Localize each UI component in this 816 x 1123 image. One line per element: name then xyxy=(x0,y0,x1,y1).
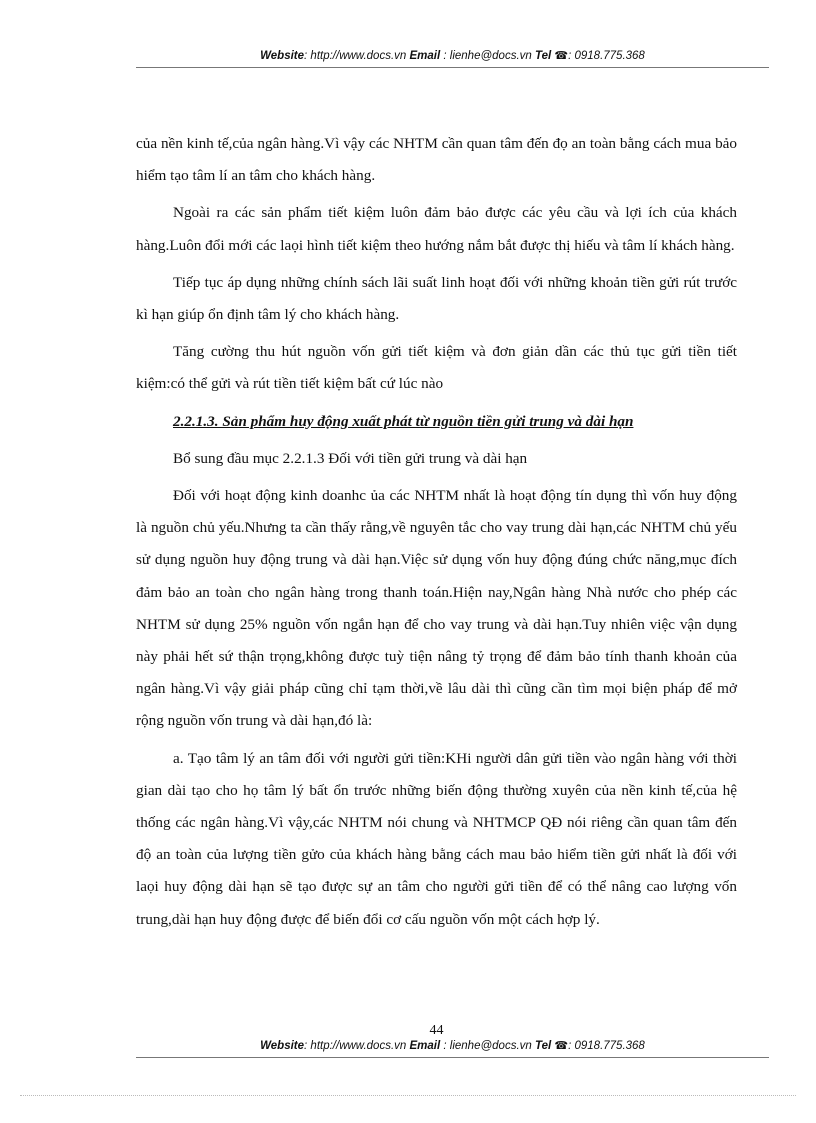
paragraph: Bổ sung đầu mục 2.2.1.3 Đối với tiền gửi trung và dài hạn xyxy=(173,449,528,467)
tel-number: : 0918.775.368 xyxy=(568,50,645,62)
website-label: Website xyxy=(260,1040,305,1052)
page-edge-divider xyxy=(20,1095,796,1096)
email-label: Email xyxy=(409,50,441,62)
website-url[interactable]: : http://www.docs.vn xyxy=(304,1040,407,1052)
paragraph: Tiếp tục áp dụng những chính sách lãi suất linh hoạt đối với những khoản tiền gửi rút trước kì hạn giúp ổn định tâm lý cho khách hàng. xyxy=(136,273,737,324)
paragraph: Đối với hoạt động kinh doanhc ủa các NHTM nhất là hoạt động tín dụng thì vốn huy động là nguồn chủ yếu.Nhưng ta cần thấy rằng,về nguyên tắc cho vay trung dài hạn,các NHTM chủ yếu sử dụng nguồn huy động trung và dài hạn.Việc sử dụng vốn huy động đúng chức năng,mục đích đảm bảo an toàn cho ngân hàng trong thanh toán.Hiện nay,Ngân hàng Nhà nước cho phép các NHTM sử dụng 25% nguồn vốn ngắn hạn để cho vay trung và dài hạn.Tuy nhiên việc vận dụng này phải hết sứ thận trọng,không được tuỳ tiện nâng tỷ trọng để đảm bảo tính thanh khoản của ngân hàng.Vì vậy giải pháp cũng chỉ tạm thời,về lâu dài thì cũng cần tìm mọi biện pháp để mở rộng nguồn vốn trung và dài hạn,đó là: xyxy=(136,487,737,730)
paragraph: của nền kinh tế,của ngân hàng.Vì vậy các NHTM cần quan tâm đến đọ an toàn bằng cách mua bảo hiểm tạo tâm lí an tâm cho khách hàng. xyxy=(136,135,737,185)
email-address[interactable]: : lienhe@docs.vn xyxy=(443,1040,532,1052)
paragraph: a. Tạo tâm lý an tâm đối với người gửi tiền:KHi người dân gửi tiền vào ngân hàng với thời gian dài tạo cho họ tâm lý bất ổn trước những biến động thường xuyên của nền kinh tế,của hệ thống các ngân hàng.Vì vậy,các NHTM nói chung và NHTMCP QĐ nói riêng cần quan tâm đến độ an toàn của lượng tiền gửo của khách hàng bằng cách mau bảo hiểm tiền gửi nhất là đối với laọi huy động dài hạn sẽ tạo được sự an tâm cho người gửi tiền để có thể nâng cao lượng vốn trung,dài hạn huy động được để biến đổi cơ cấu nguồn vốn một cách hợp lý. xyxy=(136,749,737,928)
page-header xyxy=(136,49,769,62)
document-body xyxy=(136,128,737,941)
tel-label: Tel xyxy=(534,1040,552,1052)
footer-rule xyxy=(136,1057,769,1058)
email-label: Email xyxy=(409,1040,441,1052)
page-number: 44 xyxy=(429,1023,444,1038)
page-footer xyxy=(136,1039,769,1052)
tel-label: Tel xyxy=(534,50,552,62)
header-rule xyxy=(136,67,769,68)
phone-icon: ☎ xyxy=(554,1040,569,1052)
paragraph: Ngoài ra các sản phẩm tiết kiệm luôn đảm bảo được các yêu cầu và lợi ích của khách hàng.Luôn đổi mới các laọi hình tiết kiệm theo hướng nắm bắt được thị hiếu và tâm lí khách hàng. xyxy=(136,204,737,254)
email-address[interactable]: : lienhe@docs.vn xyxy=(443,50,532,62)
paragraph: Tăng cường thu hút nguồn vốn gửi tiết kiệm và đơn giản dần các thủ tục gửi tiền tiết kiệm:có thể gửi và rút tiền tiết kiệm bất cứ lúc nào xyxy=(136,343,737,393)
phone-icon: ☎ xyxy=(554,50,569,62)
tel-number: : 0918.775.368 xyxy=(568,1040,645,1052)
website-label: Website xyxy=(260,50,305,62)
website-url[interactable]: : http://www.docs.vn xyxy=(304,50,407,62)
section-heading: 2.2.1.3. Sản phẩm huy động xuất phát từ nguồn tiền gửi trung và dài hạn xyxy=(173,412,634,430)
